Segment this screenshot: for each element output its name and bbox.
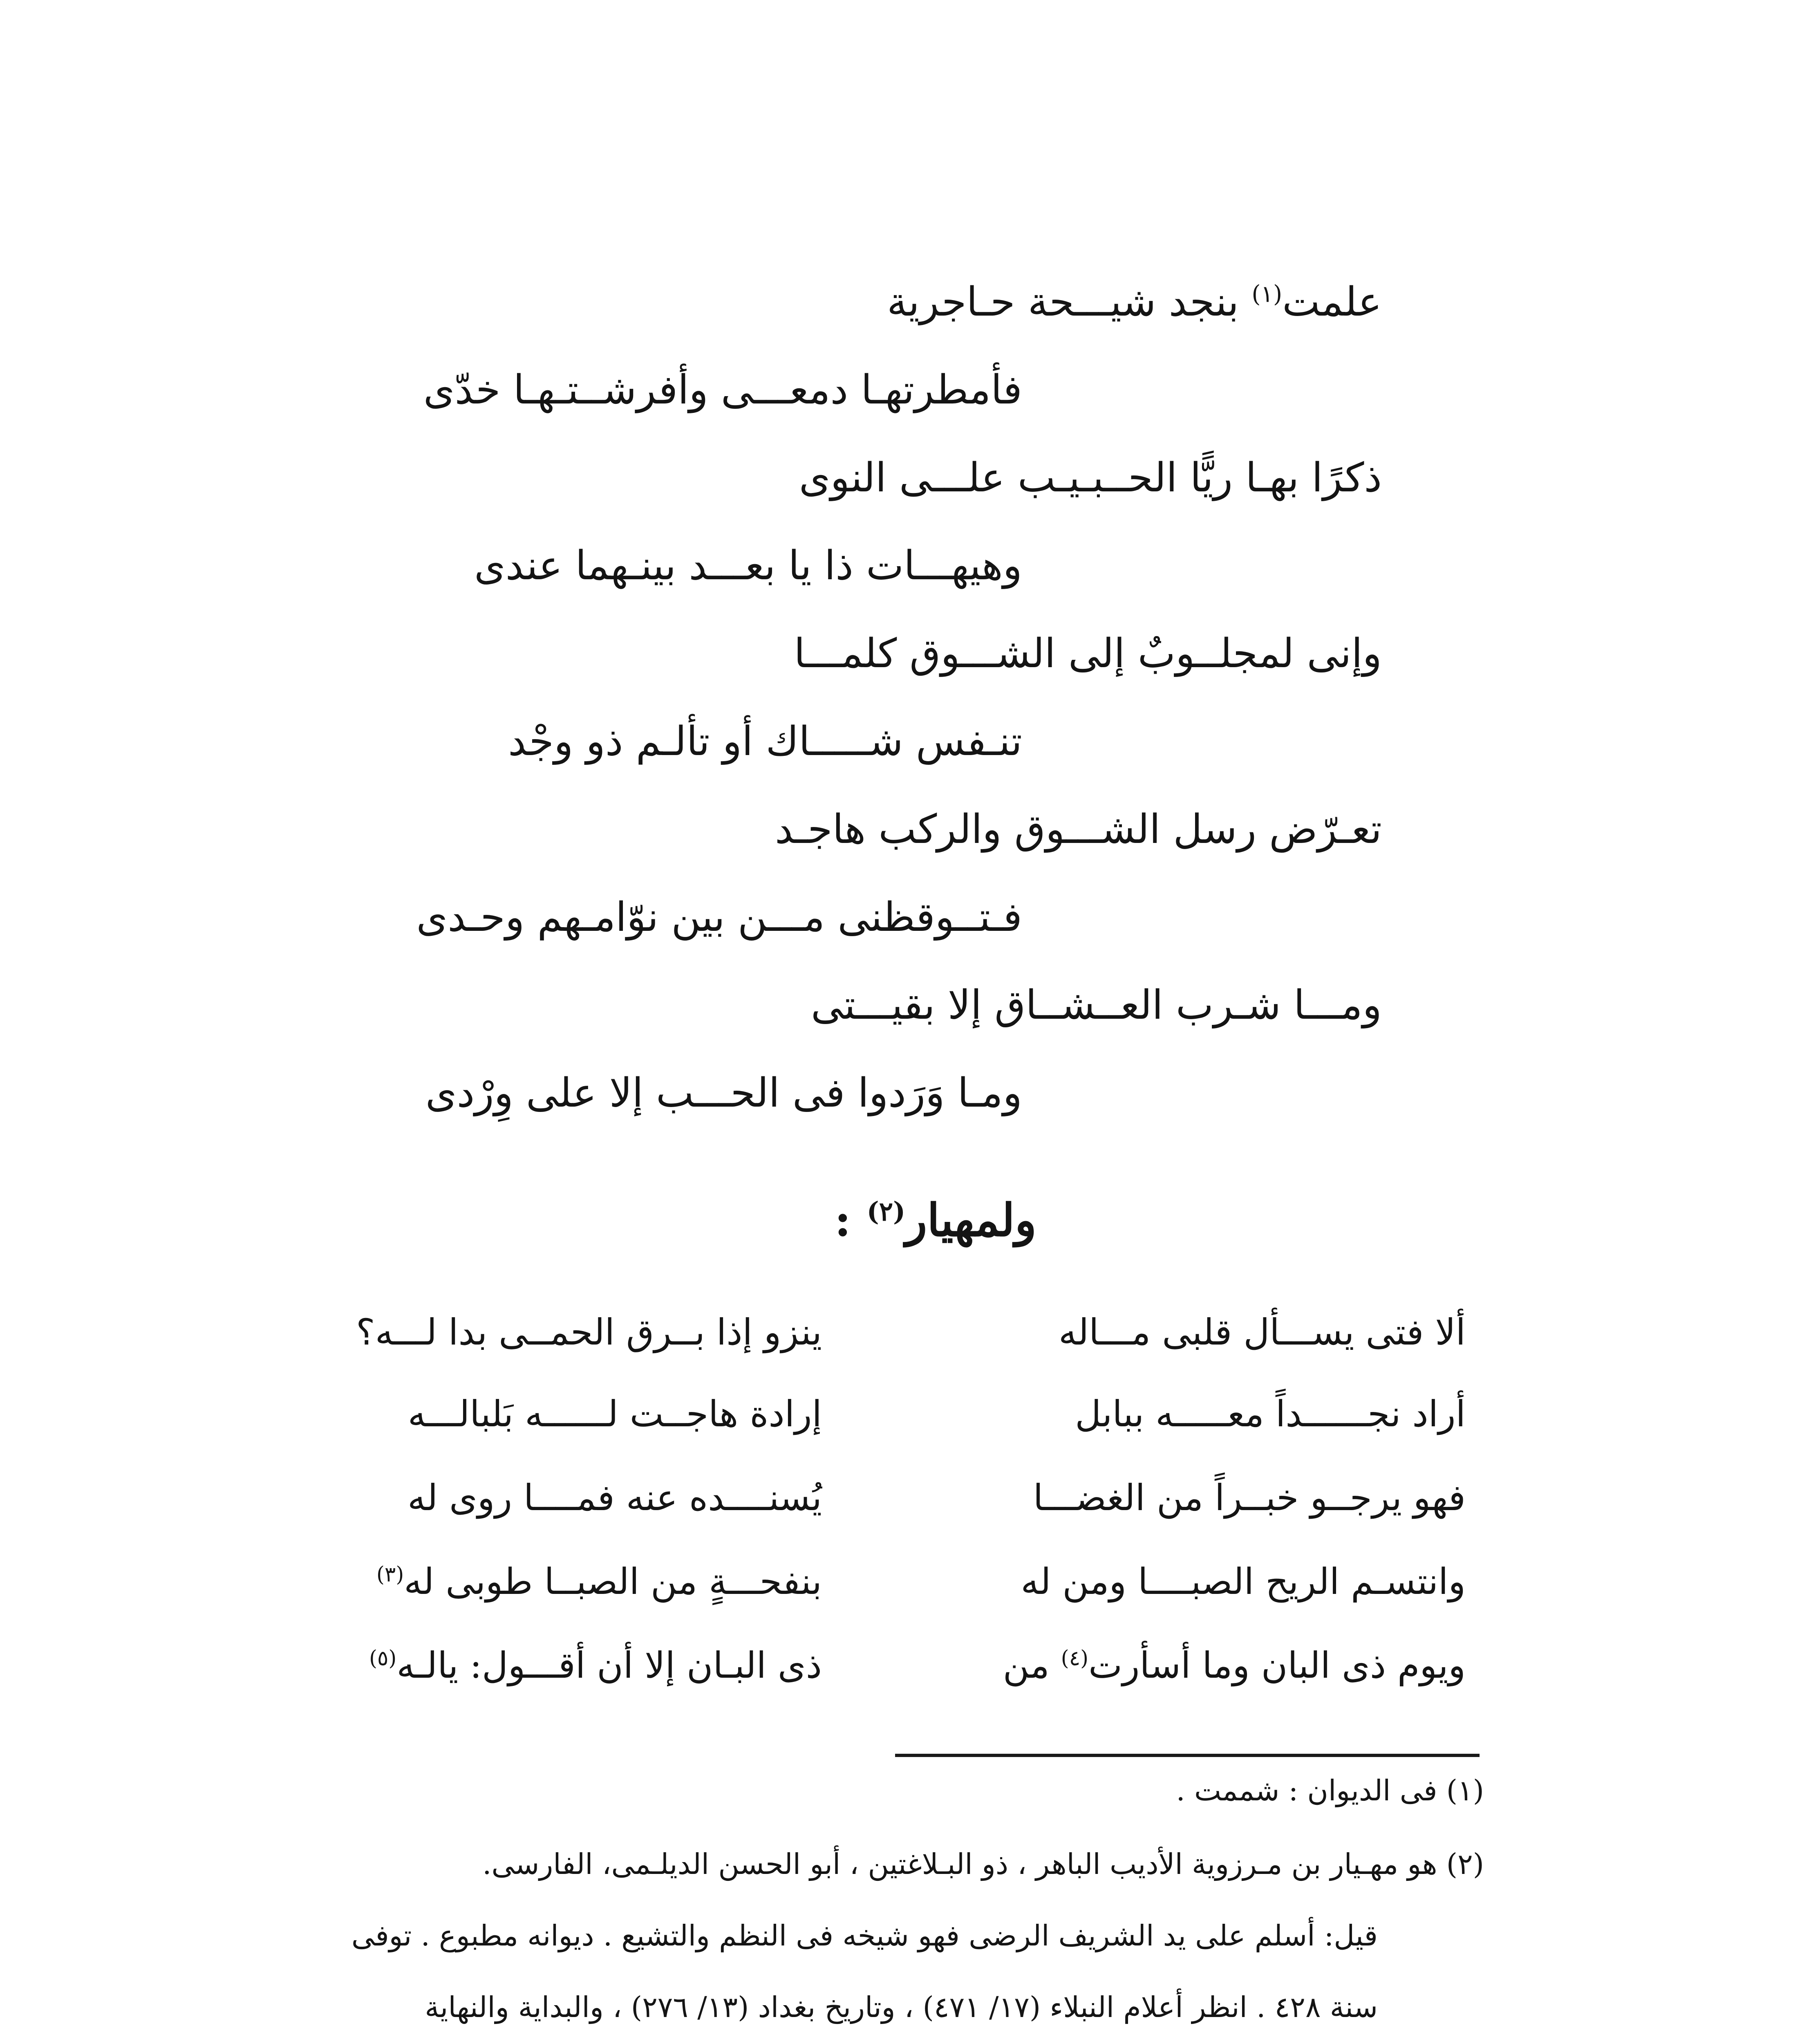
poem1-line-text: تعـرّض رسل الشـــوق والركب هاجـد <box>775 806 1382 853</box>
poem1-line-10 <box>425 1070 1022 1116</box>
heading-text: ولمهيار <box>905 1194 1036 1246</box>
poem1-line-text: فـتــوقظنى مـــن بين نوّامـهم وحـدى <box>416 894 1022 941</box>
hemistich-text: فهو يرجــو خبــراً من الغضـــا <box>1033 1477 1466 1519</box>
poem1-line-text: علمت <box>1282 279 1382 325</box>
poem1-line-1 <box>887 279 1382 325</box>
footnote-marker: (٢) <box>866 1196 906 1227</box>
poem2-hemistich-right-3 <box>1033 1477 1466 1519</box>
hemistich-text: ذى البـان إلا أن أقـــول: يالـه <box>396 1644 822 1686</box>
poem2-hemistich-left-1 <box>356 1311 822 1353</box>
hemistich-text: ألا فتى يســـأل قلبى مـــاله <box>1059 1311 1466 1353</box>
poem2-hemistich-left-3 <box>407 1477 822 1519</box>
hemistich-text: يُسنــــده عنه فمــــا روى له <box>407 1477 822 1519</box>
poem1-line-text: بنجد شيـــحة حـاجرية <box>887 279 1252 325</box>
hemistich-text: وانتسـم الريح الصبــــا ومن له <box>1021 1560 1466 1602</box>
poem1-line-text: تنـفس شـــــاك أو تألـم ذو وجْد <box>508 718 1022 765</box>
hemistich-text: من <box>1003 1644 1061 1686</box>
poem1-line-text: ذكرًا بهـا ريًّا الحــبـيـب علـــى النوى <box>799 455 1382 501</box>
poem1-line-8 <box>416 894 1022 941</box>
footnote-marker: (٥) <box>369 1646 397 1671</box>
footnote-2-line-3: سنة ٤٢٨ . انظر أعلام النبلاء (١٧/ ٤٧١) ، وتاريخ بغداد (١٣/ ٢٧٦) ، والبداية والنهاية <box>425 1990 1378 2024</box>
poem2-hemistich-left-5 <box>369 1644 822 1686</box>
poem1-line-6 <box>508 718 1022 765</box>
footnote-marker: (٤) <box>1061 1646 1089 1671</box>
footnote-1: (١) فى الديوان : شممت . <box>1176 1774 1484 1807</box>
poem1-line-9 <box>810 982 1382 1029</box>
hemistich-text: أراد نجــــــداً معـــــه ببابل <box>1075 1393 1466 1435</box>
poem1-line-4 <box>474 542 1022 589</box>
footnote-marker: (١) <box>1251 280 1283 308</box>
poem2-hemistich-left-2 <box>407 1393 822 1435</box>
poem1-line-5 <box>794 630 1382 677</box>
hemistich-text: ينزو إذا بــرق الحمــى بدا لـــه؟ <box>356 1311 822 1353</box>
poem1-line-text: ومـــا شـرب العــشــاق إلا بقيـــتى <box>810 982 1382 1029</box>
footnote-marker: (٣) <box>376 1562 404 1587</box>
section-heading <box>834 1194 1036 1246</box>
poem1-line-text: فأمطرتهـا دمعـــى وأفرشــتـهـا خدّى <box>423 367 1022 413</box>
poem1-line-text: وهيهـــات ذا يا بعـــد بينـهما عندى <box>474 542 1022 589</box>
poem1-line-text: وإنى لمجلــوبٌ إلى الشـــوق كلمـــا <box>794 630 1382 677</box>
footnote-separator <box>895 1754 1480 1757</box>
poem2-hemistich-right-4 <box>1021 1560 1466 1602</box>
poem2-hemistich-left-4 <box>376 1560 822 1602</box>
poem1-line-text: ومـا وَرَدوا فى الحـــب إلا على وِرْدى <box>425 1070 1022 1116</box>
poem1-line-7 <box>775 806 1382 853</box>
hemistich-text: إرادة هاجــت لــــــه بَلبالـــه <box>407 1393 822 1435</box>
footnote-2-line-1: (٢) هو مهـيار بن مـرزوية الأديب الباهر ، ذو البـلاغتين ، أبو الحسن الديلـمى، الفارسى. <box>482 1847 1484 1881</box>
poem2-hemistich-right-2 <box>1075 1393 1466 1435</box>
footnote-2-line-2: قيل: أسلم على يد الشريف الرضى فهو شيخه فى النظم والتشيع . ديوانه مطبوع . توفى <box>351 1919 1378 1952</box>
poem1-line-3 <box>799 455 1382 501</box>
hemistich-text: ويوم ذى البان وما أسأرت <box>1088 1644 1466 1686</box>
poem2-hemistich-right-5 <box>1003 1644 1466 1686</box>
poem2-hemistich-right-1 <box>1059 1311 1466 1353</box>
heading-colon: : <box>834 1194 867 1246</box>
hemistich-text: بنفحـــةٍ من الصبــا طوبى له <box>404 1560 822 1602</box>
poem1-line-2 <box>423 367 1022 413</box>
